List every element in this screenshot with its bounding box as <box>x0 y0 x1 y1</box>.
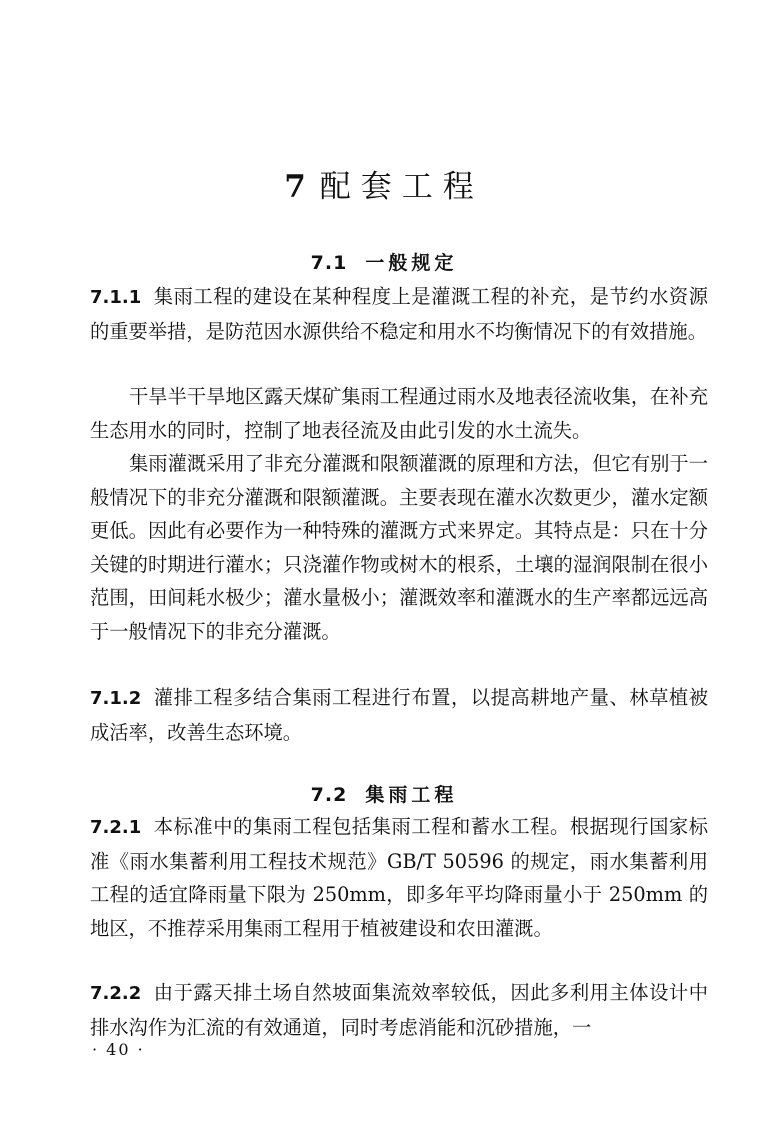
paragraph-text: 集雨灌溉采用了非充分灌溉和限额灌溉的原理和方法，但它有别于一般情况下的非充分灌溉和限额灌溉。主要表现在灌水次数更少，灌水定额更低。因此有必要作为一种特殊的灌溉方式来界定。其特点是：只在十分关键的时期进行灌水；只浇灌作物或树木的根系，土壤的湿润限制在很小范围，田间耗水极少；灌水量极小；灌溉效率和灌溉水的生产率都远远高于一般情况下的非充分灌溉。 <box>90 452 708 643</box>
clause-7-1-1 <box>90 280 708 348</box>
chapter-title-text: 配套工程 <box>319 168 484 205</box>
clause-7-2-1 <box>90 810 708 945</box>
section-number: 7.1 <box>310 251 348 274</box>
chapter-title <box>0 161 768 206</box>
clause-text: 本标准中的集雨工程包括集雨工程和蓄水工程。根据现行国家标准《雨水集蓄利用工程技术规范》GB/T 50596 的规定，雨水集蓄利用工程的适宜降雨量下限为 250mm，即多年平均降雨量小于 250mm 的地区，不推荐采用集雨工程用于植被建设和农田灌溉。 <box>90 815 708 940</box>
clause-number: 7.2.2 <box>90 983 142 1004</box>
paragraph-text: 干旱半干旱地区露天煤矿集雨工程通过雨水及地表径流收集，在补充生态用水的同时，控制了地表径流及由此引发的水土流失。 <box>90 385 708 442</box>
chapter-number: 7 <box>284 168 306 205</box>
section-title-7-2 <box>0 780 768 807</box>
clause-number: 7.2.1 <box>90 817 142 838</box>
clause-text: 集雨工程的建设在某种程度上是灌溉工程的补充，是节约水资源的重要举措，是防范因水源供给不稳定和用水不均衡情况下的有效措施。 <box>90 285 708 343</box>
clause-text: 由于露天排土场自然坡面集流效率较低，因此多利用主体设计中排水沟作为汇流的有效通道，同时考虑消能和沉砂措施，一 <box>90 981 708 1039</box>
clause-number: 7.1.1 <box>90 287 142 308</box>
clause-number: 7.1.2 <box>90 688 142 709</box>
clause-7-2-2 <box>90 976 708 1044</box>
paragraph-7-1-1-c <box>90 447 708 648</box>
section-number: 7.2 <box>310 783 348 806</box>
clause-text: 灌排工程多结合集雨工程进行布置，以提高耕地产量、林草植被成活率，改善生态环境。 <box>90 686 708 744</box>
section-title-text: 一般规定 <box>365 251 458 274</box>
section-title-7-1 <box>0 248 768 275</box>
page-number: · 40 · <box>92 1040 145 1059</box>
clause-7-1-2 <box>90 681 708 749</box>
paragraph-7-1-1-b <box>90 380 708 447</box>
section-title-text: 集雨工程 <box>365 783 458 806</box>
